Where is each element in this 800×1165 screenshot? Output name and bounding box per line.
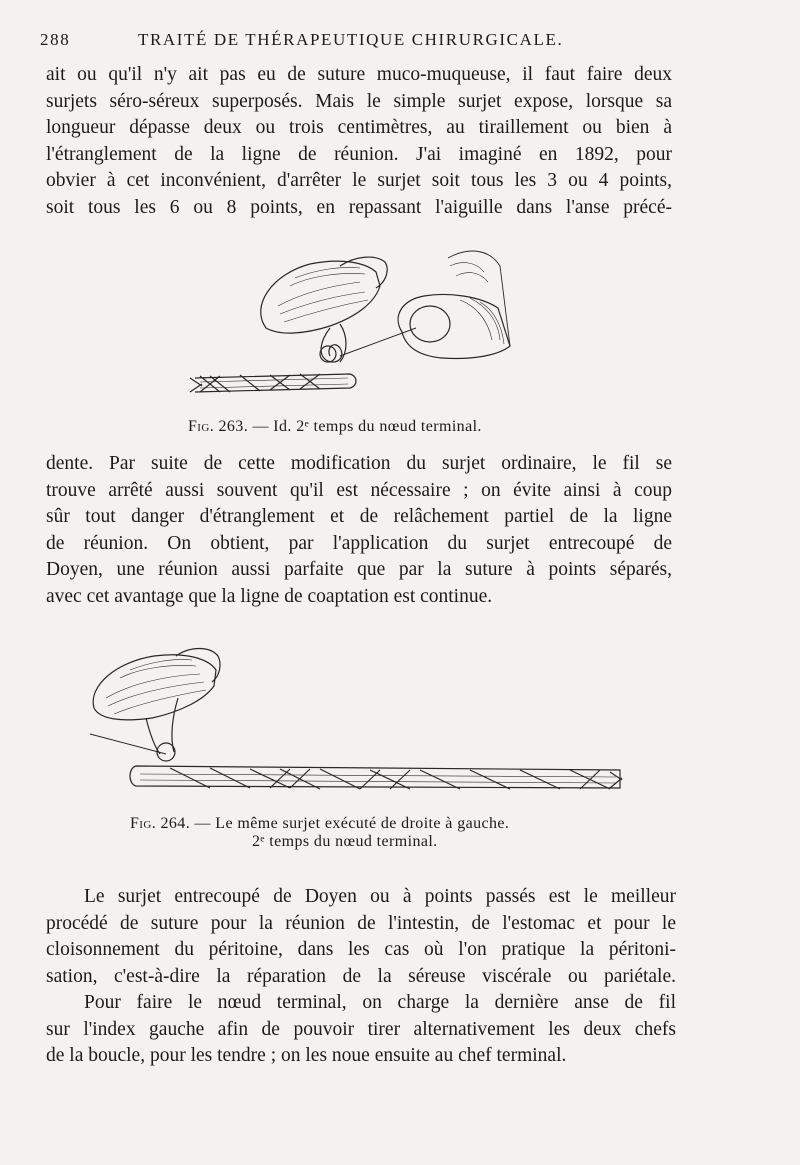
text-line: procédé de suture pour la réunion de l'intestin, de l'estomac et pour le (46, 912, 676, 934)
paragraph-1 (46, 62, 672, 221)
running-title: TRAITÉ DE THÉRAPEUTIQUE CHIRURGICALE. (138, 30, 564, 49)
paragraph-3 (46, 884, 676, 1070)
text-line: obvier à cet inconvénient, d'arrêter le surjet soit tous les 3 ou 4 points, (46, 170, 672, 191)
figure-264-illustration (80, 638, 640, 803)
page-number: 288 (40, 30, 71, 49)
paragraph-2 (46, 451, 672, 610)
figure-caption-text: — Id. 2ᵉ temps du nœud terminal. (248, 418, 482, 435)
figure-label: Fig. 263. (188, 418, 249, 435)
text-line: sation, c'est-à-dire la réparation de la séreuse viscérale ou pariétale. (46, 965, 676, 987)
text-line: longueur dépasse deux ou trois centimètres, au tiraillement ou bien à (46, 117, 672, 138)
text-line: sur l'index gauche afin de pouvoir tirer alternativement les deux chefs (46, 1018, 676, 1040)
text-line: ait ou qu'il n'y ait pas eu de suture muco-muqueuse, il faut faire deux (46, 64, 672, 85)
figure-264-caption (130, 815, 509, 833)
text-line: avec cet avantage que la ligne de coaptation est continue. (46, 585, 493, 607)
figure-263-caption (188, 418, 482, 436)
figure-264-caption-line-2: 2ᵉ temps du nœud terminal. (252, 833, 438, 850)
text-line: soit tous les 6 ou 8 points, en repassant l'aiguille dans l'anse précé- (46, 196, 672, 218)
text-line: trouve arrêté aussi souvent qu'il est nécessaire ; on évite ainsi à coup (46, 479, 672, 501)
figure-label: Fig. 264. (130, 815, 191, 832)
text-line: cloisonnement du péritoine, dans les cas où l'on pratique la péritoni- (46, 939, 676, 960)
figure-caption-text: — Le même surjet exécuté de droite à gauche. (190, 815, 510, 832)
figure-263-illustration (180, 236, 540, 406)
text-line: surjets séro-séreux superposés. Mais le simple surjet expose, lorsque sa (46, 90, 672, 112)
text-line: Le surjet entrecoupé de Doyen ou à points passés est le meilleur (84, 886, 676, 907)
text-line: Pour faire le nœud terminal, on charge la dernière anse de fil (84, 992, 676, 1013)
text-line: de réunion. On obtient, par l'application du surjet entrecoupé de (46, 532, 672, 554)
text-line: dente. Par suite de cette modification du surjet ordinaire, le fil se (46, 453, 672, 474)
text-line: sûr tout danger d'étranglement et de relâchement partiel de la ligne (46, 506, 672, 527)
text-line: de la boucle, pour les tendre ; on les noue ensuite au chef terminal. (46, 1045, 567, 1066)
text-line: Doyen, une réunion aussi parfaite que par la suture à points séparés, (46, 559, 672, 580)
text-line: l'étranglement de la ligne de réunion. J'ai imaginé en 1892, pour (46, 143, 672, 165)
